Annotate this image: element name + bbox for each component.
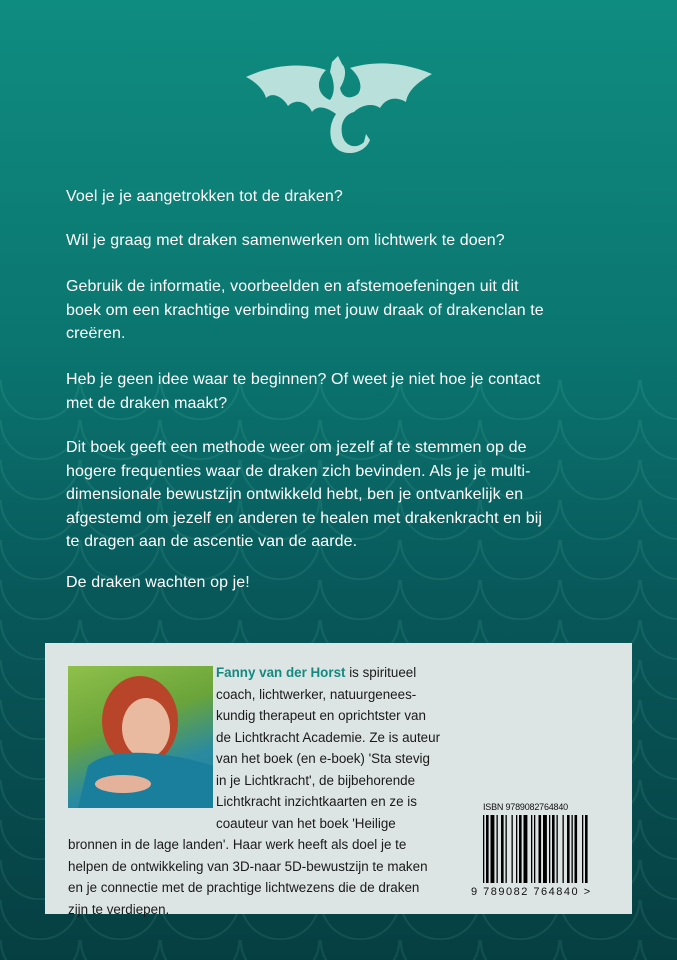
barcode-bar — [483, 815, 484, 883]
barcode-bar — [572, 815, 573, 883]
barcode-bar — [501, 815, 504, 883]
paragraph-1: Voel je je aangetrokken tot de draken? — [66, 188, 343, 205]
barcode-bar — [531, 815, 532, 883]
barcode-bar — [524, 815, 528, 883]
dragon-icon — [238, 42, 438, 162]
barcode-bar — [563, 815, 564, 883]
paragraph-6: De draken wachten op je! — [66, 574, 250, 591]
barcode-bar — [534, 815, 535, 883]
barcode-bar — [549, 815, 550, 883]
barcode-bar — [516, 815, 517, 883]
barcode-bar — [539, 815, 542, 883]
paragraph-3: Gebruik de informatie, voorbeelden en afstemoefeningen uit dit boek om een krachtige verbinding met jouw draak of drakenclan te creëren. — [66, 278, 544, 342]
paragraph-5: Dit boek geeft een methode weer om jezelf af te stemmen op de hogere frequenties waar de draken zich bevinden. Als je je multi- dimensionale bewustzijn ontwikkeld hebt, ben je ontvankelijk en afgestemd om jezelf en anderen te healen met drakenkracht en bij te dragen aan de ascentie van de aarde. — [66, 439, 543, 550]
barcode — [483, 815, 616, 883]
barcode-bar — [552, 815, 555, 883]
barcode-bar — [585, 815, 588, 883]
barcode-bar — [575, 815, 578, 883]
barcode-bar — [497, 815, 498, 883]
barcode-bar — [519, 815, 522, 883]
barcode-bar — [567, 815, 570, 883]
barcode-bar — [582, 815, 583, 883]
barcode-bar — [486, 815, 489, 883]
barcode-bar — [491, 815, 495, 883]
paragraph-4: Heb je geen idee waar te beginnen? Of weet je niet hoe je contact met de draken maakt? — [66, 371, 541, 412]
author-bio: Fanny van der Horst is spiritueel coach, lichtwerker, natuurgenees- kundig therapeut en oprichtster van de Lichtkracht Academie. Ze is auteur van het boek (en e-boek) 'Sta stevig in je Lichtkracht', de bijbehorende Lichtkracht inzichtkaarten en ze is coauteur van het boek 'Heilige — [216, 665, 441, 831]
author-bio-continued: bronnen in de lage landen'. Haar werk heeft als doel je te helpen de ontwikkeling van 3D-naar 5D-bewustzijn te maken en je connectie met de prachtige lichtwezens die de draken zijn te verdiepen. — [68, 837, 428, 917]
isbn-digits: 9 789082 764840 > — [471, 886, 592, 898]
paragraph-2: Wil je graag met draken samenwerken om lichtwerk te doen? — [66, 232, 505, 249]
barcode-bar — [557, 815, 558, 883]
author-name: Fanny van der Horst — [216, 665, 346, 680]
isbn-label: ISBN 9789082764840 — [483, 802, 568, 812]
barcode-bar — [543, 815, 547, 883]
author-photo — [68, 666, 213, 808]
barcode-bar — [506, 815, 507, 883]
barcode-bar — [512, 815, 513, 883]
author-panel — [45, 643, 632, 917]
